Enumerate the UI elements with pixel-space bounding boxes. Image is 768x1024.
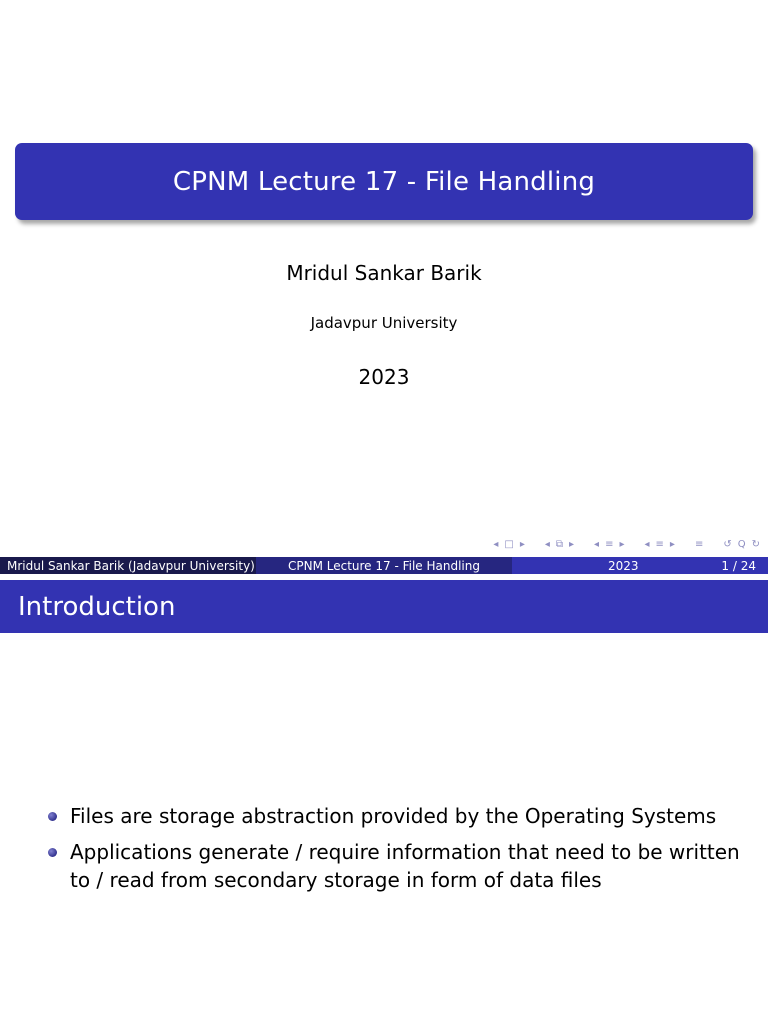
date: 2023 xyxy=(358,365,410,389)
prev-subsection-icon[interactable]: ◂ xyxy=(594,539,600,550)
navigation-symbols xyxy=(493,538,760,552)
list-item xyxy=(44,838,756,894)
document-icon[interactable]: ≡ xyxy=(694,539,704,550)
institute: Jadavpur University xyxy=(310,314,458,332)
search-icon[interactable]: Q xyxy=(737,539,746,550)
footline-date: 2023 xyxy=(608,558,639,573)
list-item xyxy=(44,802,756,830)
next-subsection-icon[interactable]: ▸ xyxy=(619,539,625,550)
slide-icon[interactable]: □ xyxy=(504,539,514,550)
forward-icon[interactable]: ↻ xyxy=(751,539,760,550)
footline-info xyxy=(512,557,768,574)
bullet-icon xyxy=(48,848,57,857)
prev-slide-icon[interactable]: ◂ xyxy=(493,539,499,550)
bullet-icon xyxy=(48,812,57,821)
next-section-icon[interactable]: ▸ xyxy=(669,539,675,550)
title-box xyxy=(15,143,753,220)
prev-section-icon[interactable]: ◂ xyxy=(644,539,650,550)
bullet-list xyxy=(44,802,756,902)
subsection-icon[interactable]: ≡ xyxy=(605,539,614,550)
prev-frame-icon[interactable]: ◂ xyxy=(544,539,550,550)
slide-title: CPNM Lecture 17 - File Handling xyxy=(172,166,596,197)
next-slide-icon[interactable]: ▸ xyxy=(519,539,525,550)
footline-author: Mridul Sankar Barik (Jadavpur University) xyxy=(0,557,256,574)
footline-title: CPNM Lecture 17 - File Handling xyxy=(256,557,512,574)
frame-icon[interactable]: ⧉ xyxy=(555,539,564,550)
frame-title: Introduction xyxy=(18,591,176,622)
footline xyxy=(0,557,768,574)
bullet-text: Files are storage abstraction provided by the Operating Systems xyxy=(70,804,717,828)
page-number: 1 / 24 xyxy=(721,558,756,573)
next-frame-icon[interactable]: ▸ xyxy=(569,539,575,550)
author: Mridul Sankar Barik xyxy=(286,261,482,285)
bullet-text: Applications generate / require information that need to be written to / read from secondary storage in form of data files xyxy=(70,840,740,892)
section-icon[interactable]: ≡ xyxy=(655,539,664,550)
back-icon[interactable]: ↺ xyxy=(723,539,732,550)
frame-title-bar xyxy=(0,580,768,633)
